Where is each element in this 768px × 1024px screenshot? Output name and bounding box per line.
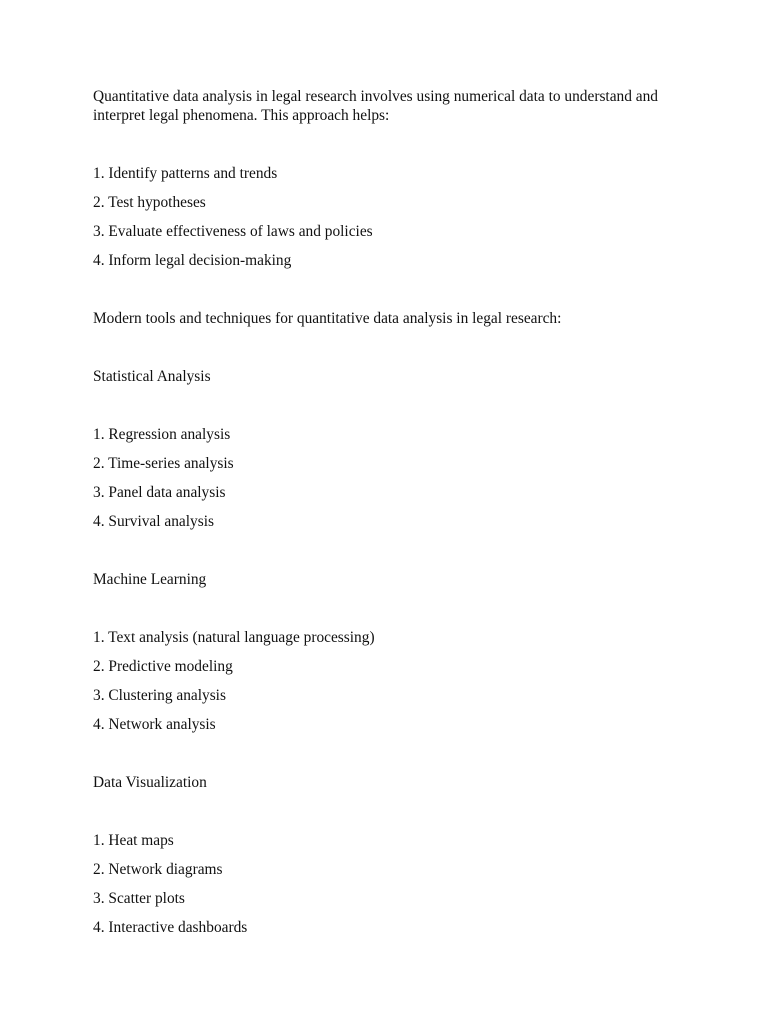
list-item: 1. Regression analysis: [93, 426, 231, 443]
benefit-item: 4. Inform legal decision-making: [93, 252, 292, 269]
list-item: 3. Scatter plots: [93, 890, 185, 907]
list-item: 2. Network diagrams: [93, 861, 223, 878]
intro-line-2: interpret legal phenomena. This approach helps:: [93, 107, 390, 124]
benefit-item: 3. Evaluate effectiveness of laws and policies: [93, 223, 373, 240]
list-item: 3. Panel data analysis: [93, 484, 226, 501]
list-item: 2. Time-series analysis: [93, 455, 234, 472]
list-item: 1. Heat maps: [93, 832, 174, 849]
list-item: 4. Network analysis: [93, 716, 216, 733]
tools-heading: Modern tools and techniques for quantitative data analysis in legal research:: [93, 310, 562, 327]
list-item: 3. Clustering analysis: [93, 687, 226, 704]
list-item: 2. Predictive modeling: [93, 658, 233, 675]
list-item: 4. Interactive dashboards: [93, 919, 248, 936]
benefit-item: 1. Identify patterns and trends: [93, 165, 278, 182]
section-heading-statistical-analysis: Statistical Analysis: [93, 368, 211, 385]
intro-line-1: Quantitative data analysis in legal research involves using numerical data to understand and: [93, 88, 658, 105]
section-heading-machine-learning: Machine Learning: [93, 571, 207, 588]
section-heading-data-visualization: Data Visualization: [93, 774, 207, 791]
benefit-item: 2. Test hypotheses: [93, 194, 206, 211]
list-item: 1. Text analysis (natural language processing): [93, 629, 375, 646]
list-item: 4. Survival analysis: [93, 513, 214, 530]
